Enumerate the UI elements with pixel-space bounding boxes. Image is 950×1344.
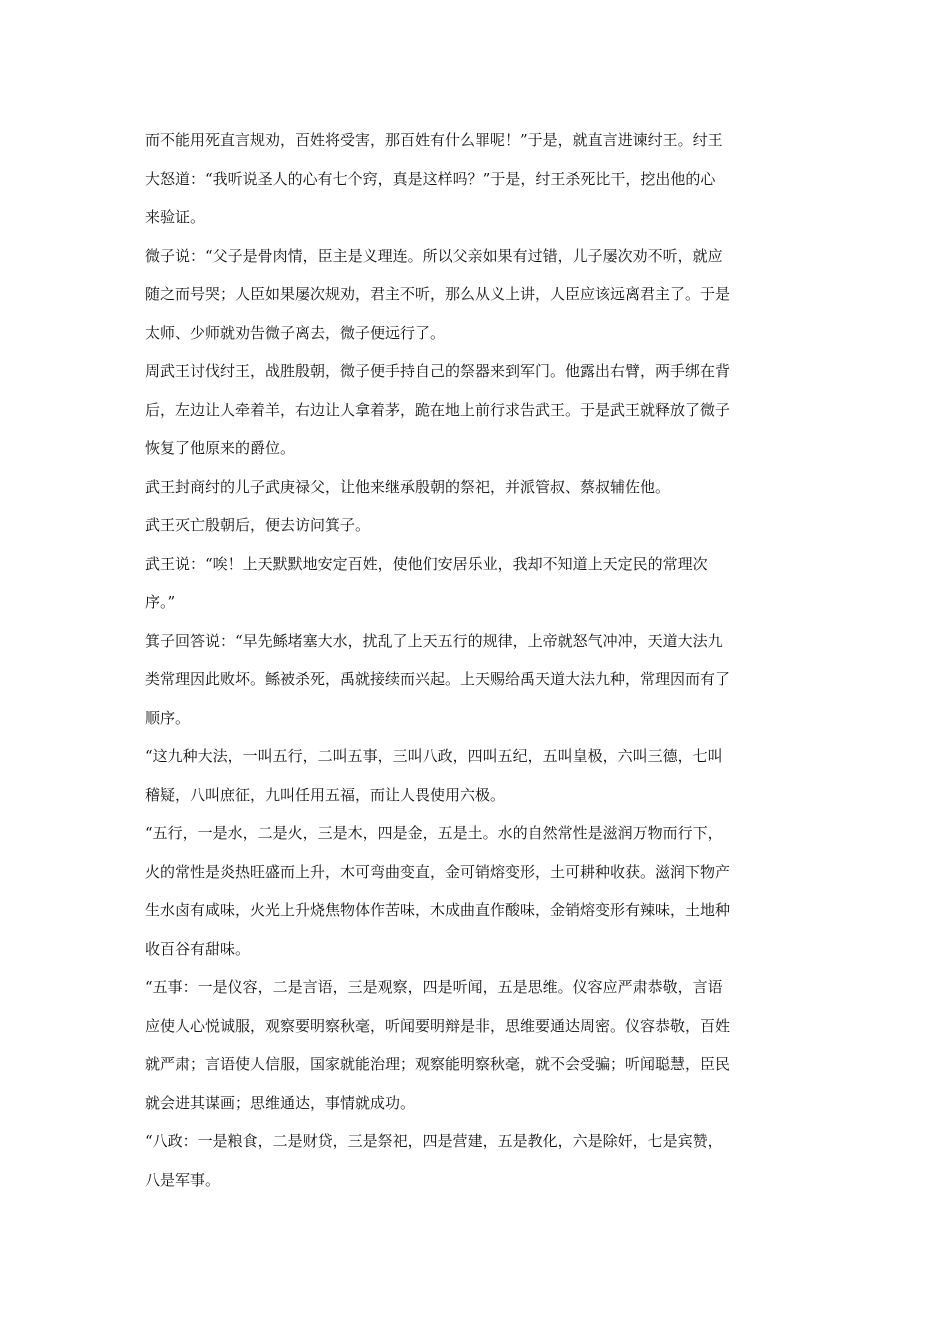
paragraph — [145, 121, 811, 237]
text-line: 而不能用死直言规劝，百姓将受害，那百姓有什么罪呢！”于是，就直言进谏纣王。纣王 — [145, 131, 723, 149]
text-line: 大怒道：“我听说圣人的心有七个窍，真是这样吗？”于是，纣王杀死比干，挖出他的心 — [145, 169, 716, 188]
paragraph — [145, 545, 811, 622]
text-line: “五行，一是水，二是火，三是木，四是金，五是土。水的自然常性是滋润万物而行下， — [145, 824, 723, 842]
text-line: 武王封商纣的儿子武庚禄父，让他来继承殷朝的祭祀，并派管叔、蔡叔辅佐他。 — [145, 477, 671, 496]
text-line: “这九种大法，一叫五行，二叫五事，三叫八政，四叫五纪，五叫皇极，六叫三德，七叫 — [145, 747, 723, 765]
text-line: 火的常性是炎热旺盛而上升，木可弯曲变直，金可销熔变形，土可耕种收获。滋润下物产 — [145, 862, 731, 881]
text-line: 稽疑，八叫庶征，九叫任用五福，而让人畏使用六极。 — [145, 785, 506, 804]
paragraph — [145, 237, 811, 353]
paragraph — [145, 737, 811, 814]
paragraph — [145, 622, 811, 738]
text-line: 武王说：“唉！上天默默地安定百姓，使他们安居乐业，我却不知道上天定民的常理次 — [145, 554, 708, 573]
text-line: 八是军事。 — [145, 1170, 221, 1189]
paragraph — [145, 968, 811, 1122]
text-line: 恢复了他原来的爵位。 — [145, 439, 296, 457]
text-line: 武王灭亡殷朝后，便去访问箕子。 — [145, 516, 371, 534]
text-line: 周武王讨伐纣王，战胜殷朝，微子便手持自己的祭器来到军门。他露出右臂，两手绑在背 — [145, 362, 731, 380]
text-line: 序。” — [145, 593, 176, 611]
text-line: 收百谷有甜味。 — [145, 939, 251, 958]
paragraph — [145, 506, 811, 545]
paragraph — [145, 814, 811, 968]
paragraph — [145, 468, 811, 507]
text-line: 微子说：“父子是骨肉情，臣主是义理连。所以父亲如果有过错，儿子屡次劝不听，就应 — [145, 246, 723, 265]
text-line: 就严肃；言语使人信服，国家就能治理；观察能明察秋毫，就不会受骗；听闻聪慧，臣民 — [145, 1055, 731, 1073]
text-line: 顺序。 — [145, 708, 191, 727]
paragraph — [145, 352, 811, 468]
paragraph — [145, 1122, 811, 1199]
text-line: 类常理因此败坏。鲧被杀死，禹就接续而兴起。上天赐给禹天道大法九种，常理因而有了 — [145, 670, 731, 688]
text-line: 应使人心悦诚服，观察要明察秋毫，听闻要明辩是非，思维要通达周密。仪容恭敬，百姓 — [145, 1016, 731, 1035]
text-line: 箕子回答说：“早先鲧堵塞大水，扰乱了上天五行的规律，上帝就怒气冲冲，天道大法九 — [145, 631, 723, 650]
document-page — [145, 121, 811, 1199]
text-line: “八政：一是粮食，二是财贷，三是祭祀，四是营建，五是教化，六是除奸，七是宾赞， — [145, 1132, 723, 1150]
text-line: 就会进其谋画；思维通达，事情就成功。 — [145, 1093, 416, 1112]
text-line: 随之而号哭；人臣如果屡次规劝，君主不听，那么从义上讲，人臣应该远离君主了。于是 — [145, 285, 731, 303]
text-line: 来验证。 — [145, 208, 206, 226]
text-line: “五事：一是仪容，二是言语，三是观察，四是听闻，五是思维。仪容应严肃恭敬，言语 — [145, 978, 723, 996]
text-line: 后，左边让人牵着羊，右边让人拿着茅，跪在地上前行求告武王。于是武王就释放了微子 — [145, 400, 731, 419]
text-line: 太师、少师就劝告微子离去，微子便远行了。 — [145, 323, 446, 342]
text-line: 生水卤有咸味，火光上升烧焦物体作苦味，木成曲直作酸味，金销熔变形有辣味，土地种 — [145, 901, 731, 919]
